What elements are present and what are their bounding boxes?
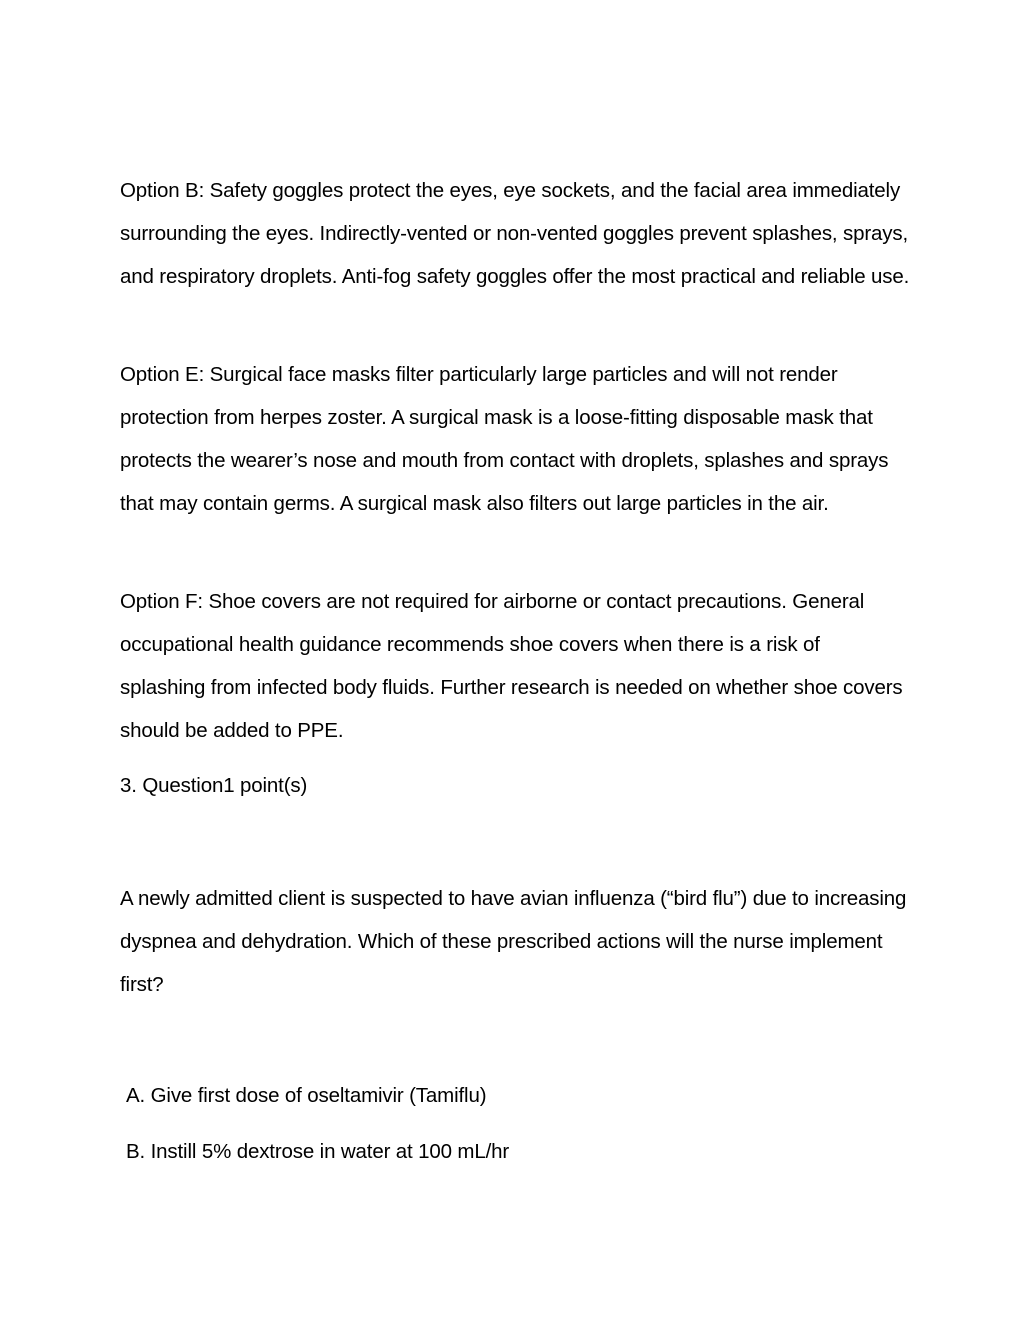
explanation-option-b: Option B: Safety goggles protect the eyes, eye sockets, and the facial area immediately surrounding the eyes. Indirectly-vented or non-vented goggles prevent splashes, sprays, and respiratory droplets. Anti-fog safety goggles offer the most practical and reliable use.: [120, 179, 910, 288]
answer-option-b[interactable]: B. Instill 5% dextrose in water at 100 mL/hr: [126, 1140, 510, 1163]
explanation-option-f: Option F: Shoe covers are not required for airborne or contact precautions. General occupational health guidance recommends shoe covers when there is a risk of splashing from infected body fluids. Further research is needed on whether shoe covers should be added to PPE.: [120, 590, 903, 742]
explanation-option-e: Option E: Surgical face masks filter particularly large particles and will not render protection from herpes zoster. A surgical mask is a loose-fitting disposable mask that protects the wearer’s nose and mouth from contact with droplets, splashes and sprays that may contain germs. A surgical mask also filters out large particles in the air.: [120, 363, 889, 515]
question-header: 3. Question1 point(s): [120, 774, 308, 797]
answer-option-a[interactable]: A. Give first dose of oseltamivir (Tamiflu): [126, 1084, 487, 1107]
question-text: A newly admitted client is suspected to have avian influenza (“bird flu”) due to increasing dyspnea and dehydration. Which of these prescribed actions will the nurse implement first?: [120, 887, 907, 996]
